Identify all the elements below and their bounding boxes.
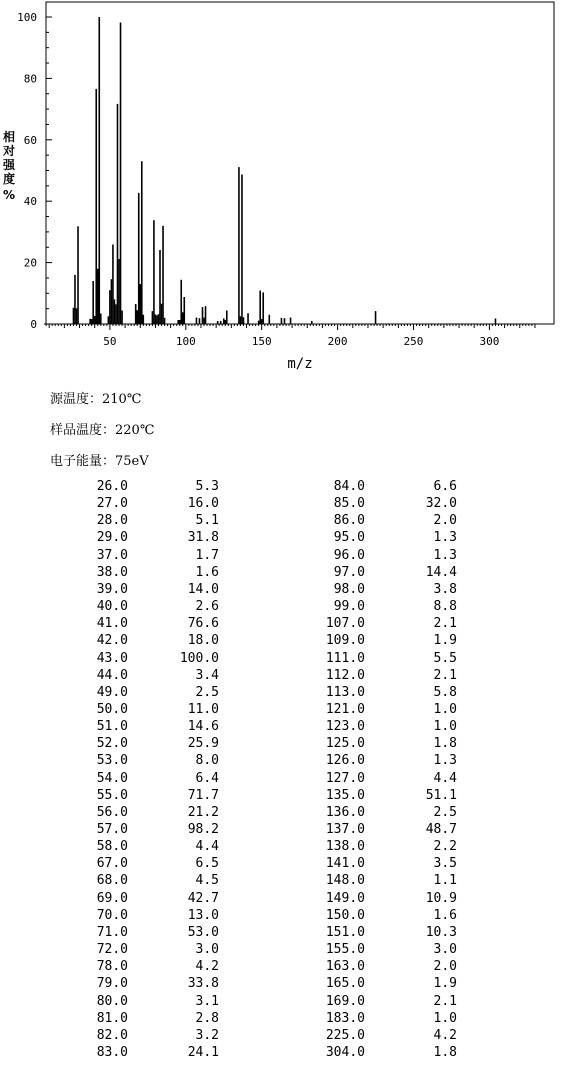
table-intensity-cell: 11.0 [187, 701, 219, 717]
table-mz-cell: 27.0 [96, 496, 128, 512]
table-intensity-cell: 2.5 [433, 804, 457, 820]
y-tick-label: 0 [30, 318, 37, 331]
table-intensity-cell: 14.4 [425, 564, 457, 580]
table-mz-cell: 79.0 [96, 976, 128, 992]
y-label-char: 强 [2, 158, 15, 172]
table-intensity-cell: 3.0 [433, 942, 457, 958]
table-intensity-cell: 18.0 [187, 633, 219, 649]
table-mz-cell: 68.0 [96, 873, 128, 889]
table-mz-cell: 97.0 [333, 564, 365, 580]
table-mz-cell: 304.0 [325, 1044, 365, 1060]
table-mz-cell: 123.0 [325, 719, 365, 735]
electron-energy: 电子能量：75eV [50, 454, 149, 469]
table-mz-cell: 49.0 [96, 684, 128, 700]
table-mz-cell: 70.0 [96, 907, 128, 923]
table-intensity-cell: 1.8 [433, 1044, 457, 1060]
table-mz-cell: 136.0 [325, 804, 365, 820]
table-mz-cell: 81.0 [96, 1010, 128, 1026]
table-mz-cell: 111.0 [325, 650, 365, 666]
table-intensity-cell: 42.7 [187, 890, 219, 906]
table-intensity-cell: 1.6 [433, 907, 457, 923]
x-axis-ticks [44, 324, 543, 348]
table-mz-cell: 40.0 [96, 599, 128, 615]
table-mz-cell: 121.0 [325, 701, 365, 717]
table-mz-cell: 37.0 [96, 547, 128, 563]
sample-temperature: 样品温度：220℃ [50, 423, 155, 438]
y-label-char: 相 [2, 130, 15, 144]
table-intensity-cell: 51.1 [425, 787, 457, 803]
table-mz-cell: 78.0 [96, 959, 128, 975]
table-intensity-cell: 4.4 [433, 770, 457, 786]
table-intensity-cell: 71.7 [187, 787, 219, 803]
table-intensity-cell: 76.6 [187, 616, 219, 632]
x-tick-label: 300 [479, 335, 500, 348]
table-mz-cell: 109.0 [325, 633, 365, 649]
table-intensity-cell: 1.0 [433, 719, 457, 735]
table-intensity-cell: 1.7 [195, 547, 219, 563]
table-intensity-cell: 33.8 [187, 976, 219, 992]
table-mz-cell: 169.0 [325, 993, 365, 1009]
table-intensity-cell: 6.4 [195, 770, 219, 786]
table-mz-cell: 38.0 [96, 564, 128, 580]
table-intensity-cell: 2.5 [195, 684, 219, 700]
table-mz-cell: 57.0 [96, 822, 128, 837]
table-intensity-cell: 5.8 [433, 684, 457, 700]
table-intensity-cell: 25.9 [187, 736, 219, 752]
source-temperature: 源温度：210℃ [50, 392, 142, 407]
table-mz-cell: 148.0 [325, 873, 365, 889]
table-mz-cell: 53.0 [96, 753, 128, 769]
table-intensity-cell: 53.0 [187, 924, 219, 940]
table-mz-cell: 29.0 [96, 530, 128, 546]
table-mz-cell: 51.0 [96, 719, 128, 735]
table-intensity-cell: 100.0 [179, 650, 219, 666]
table-intensity-cell: 1.6 [195, 564, 219, 580]
table-intensity-cell: 13.0 [187, 907, 219, 923]
table-mz-cell: 28.0 [96, 513, 128, 529]
x-tick-label: 150 [251, 335, 272, 348]
y-tick-label: 100 [17, 11, 37, 24]
table-mz-cell: 82.0 [96, 1027, 128, 1043]
table-intensity-cell: 1.3 [433, 547, 457, 563]
table-mz-cell: 138.0 [325, 839, 365, 855]
table-intensity-cell: 3.2 [195, 1027, 219, 1043]
table-mz-cell: 183.0 [325, 1010, 365, 1026]
table-intensity-cell: 2.2 [433, 839, 457, 855]
table-intensity-cell: 4.4 [195, 839, 219, 855]
y-tick-label: 60 [23, 133, 37, 147]
x-tick-label: 200 [327, 335, 348, 348]
table-mz-cell: 125.0 [325, 736, 365, 752]
table-mz-cell: 137.0 [325, 822, 365, 837]
table-mz-cell: 127.0 [325, 770, 365, 786]
table-mz-cell: 50.0 [96, 701, 128, 717]
table-intensity-cell: 5.3 [195, 479, 219, 494]
table-intensity-cell: 16.0 [187, 496, 219, 512]
table-mz-cell: 69.0 [96, 890, 128, 906]
table-mz-cell: 99.0 [333, 599, 365, 615]
table-mz-cell: 150.0 [325, 907, 365, 923]
table-intensity-cell: 8.8 [433, 599, 457, 615]
table-intensity-cell: 3.4 [195, 667, 219, 683]
table-intensity-cell: 2.1 [433, 616, 457, 632]
table-intensity-cell: 2.1 [433, 667, 457, 683]
table-intensity-cell: 1.3 [433, 530, 457, 546]
table-intensity-cell: 6.5 [195, 856, 219, 872]
table-mz-cell: 43.0 [96, 650, 128, 666]
table-mz-cell: 54.0 [96, 770, 128, 786]
table-intensity-cell: 3.0 [195, 942, 219, 958]
table-intensity-cell: 6.6 [433, 479, 457, 494]
table-mz-cell: 80.0 [96, 993, 128, 1009]
spectrum-peaks [73, 17, 495, 324]
table-intensity-cell: 4.2 [433, 1027, 457, 1043]
table-intensity-cell: 2.1 [433, 993, 457, 1009]
table-intensity-cell: 98.2 [187, 822, 219, 837]
table-mz-cell: 225.0 [325, 1027, 365, 1043]
table-intensity-cell: 10.9 [425, 890, 457, 906]
table-mz-cell: 52.0 [96, 736, 128, 752]
table-intensity-cell: 2.0 [433, 959, 457, 975]
x-tick-label: 250 [403, 335, 424, 348]
table-intensity-cell: 32.0 [425, 496, 457, 512]
table-mz-cell: 149.0 [325, 890, 365, 906]
y-tick-label: 20 [23, 256, 37, 270]
table-intensity-cell: 8.0 [195, 753, 219, 769]
table-mz-cell: 85.0 [333, 496, 365, 512]
table-mz-cell: 42.0 [96, 633, 128, 649]
table-mz-cell: 39.0 [96, 581, 128, 597]
table-mz-cell: 86.0 [333, 513, 365, 529]
table-intensity-cell: 24.1 [187, 1044, 219, 1060]
table-intensity-cell: 2.6 [195, 599, 219, 615]
table-intensity-cell: 10.3 [425, 924, 457, 940]
table-mz-cell: 112.0 [325, 667, 365, 683]
table-mz-cell: 58.0 [96, 839, 128, 855]
table-mz-cell: 55.0 [96, 787, 128, 803]
table-mz-cell: 71.0 [96, 924, 128, 940]
mass-spectrum-chart [0, 0, 570, 380]
table-mz-cell: 113.0 [325, 684, 365, 700]
table-intensity-cell: 1.9 [433, 976, 457, 992]
table-mz-cell: 41.0 [96, 616, 128, 632]
table-intensity-cell: 2.0 [433, 513, 457, 529]
table-mz-cell: 107.0 [325, 616, 365, 632]
y-axis-ticks [17, 11, 52, 331]
table-mz-cell: 155.0 [325, 942, 365, 958]
y-tick-label: 40 [23, 195, 37, 209]
table-intensity-cell: 5.5 [433, 650, 457, 666]
x-tick-label: 50 [103, 335, 117, 348]
table-intensity-cell: 5.1 [195, 513, 219, 529]
table-mz-cell: 84.0 [333, 479, 365, 494]
x-axis-label: m/z [287, 356, 313, 372]
table-intensity-cell: 1.0 [433, 1010, 457, 1026]
table-mz-cell: 67.0 [96, 856, 128, 872]
table-mz-cell: 95.0 [333, 530, 365, 546]
table-intensity-cell: 1.0 [433, 701, 457, 717]
table-mz-cell: 72.0 [96, 942, 128, 958]
table-intensity-cell: 21.2 [187, 804, 219, 820]
table-intensity-cell: 4.2 [195, 959, 219, 975]
table-intensity-cell: 1.3 [433, 753, 457, 769]
table-intensity-cell: 1.9 [433, 633, 457, 649]
table-mz-cell: 96.0 [333, 547, 365, 563]
table-mz-cell: 44.0 [96, 667, 128, 683]
table-mz-cell: 151.0 [325, 924, 365, 940]
table-mz-cell: 56.0 [96, 804, 128, 820]
table-intensity-cell: 3.1 [195, 993, 219, 1009]
y-label-char: % [2, 188, 16, 202]
table-mz-cell: 26.0 [96, 479, 128, 494]
y-tick-label: 80 [23, 72, 37, 86]
table-mz-cell: 126.0 [325, 753, 365, 769]
table-intensity-cell: 3.5 [433, 856, 457, 872]
table-intensity-cell: 4.5 [195, 873, 219, 889]
table-mz-cell: 83.0 [96, 1044, 128, 1060]
table-intensity-cell: 14.6 [187, 719, 219, 735]
table-mz-cell: 141.0 [325, 856, 365, 872]
table-mz-cell: 135.0 [325, 787, 365, 803]
table-intensity-cell: 31.8 [187, 530, 219, 546]
table-intensity-cell: 1.1 [433, 873, 457, 889]
table-intensity-cell: 48.7 [425, 822, 457, 837]
table-intensity-cell: 1.8 [433, 736, 457, 752]
table-mz-cell: 98.0 [333, 581, 365, 597]
table-intensity-cell: 14.0 [187, 581, 219, 597]
table-mz-cell: 163.0 [325, 959, 365, 975]
x-tick-label: 100 [175, 335, 196, 348]
plot-frame [46, 2, 554, 324]
y-label-char: 对 [2, 144, 15, 158]
table-intensity-cell: 2.8 [195, 1010, 219, 1026]
y-label-char: 度 [2, 172, 15, 186]
table-intensity-cell: 3.8 [433, 581, 457, 597]
table-mz-cell: 165.0 [325, 976, 365, 992]
